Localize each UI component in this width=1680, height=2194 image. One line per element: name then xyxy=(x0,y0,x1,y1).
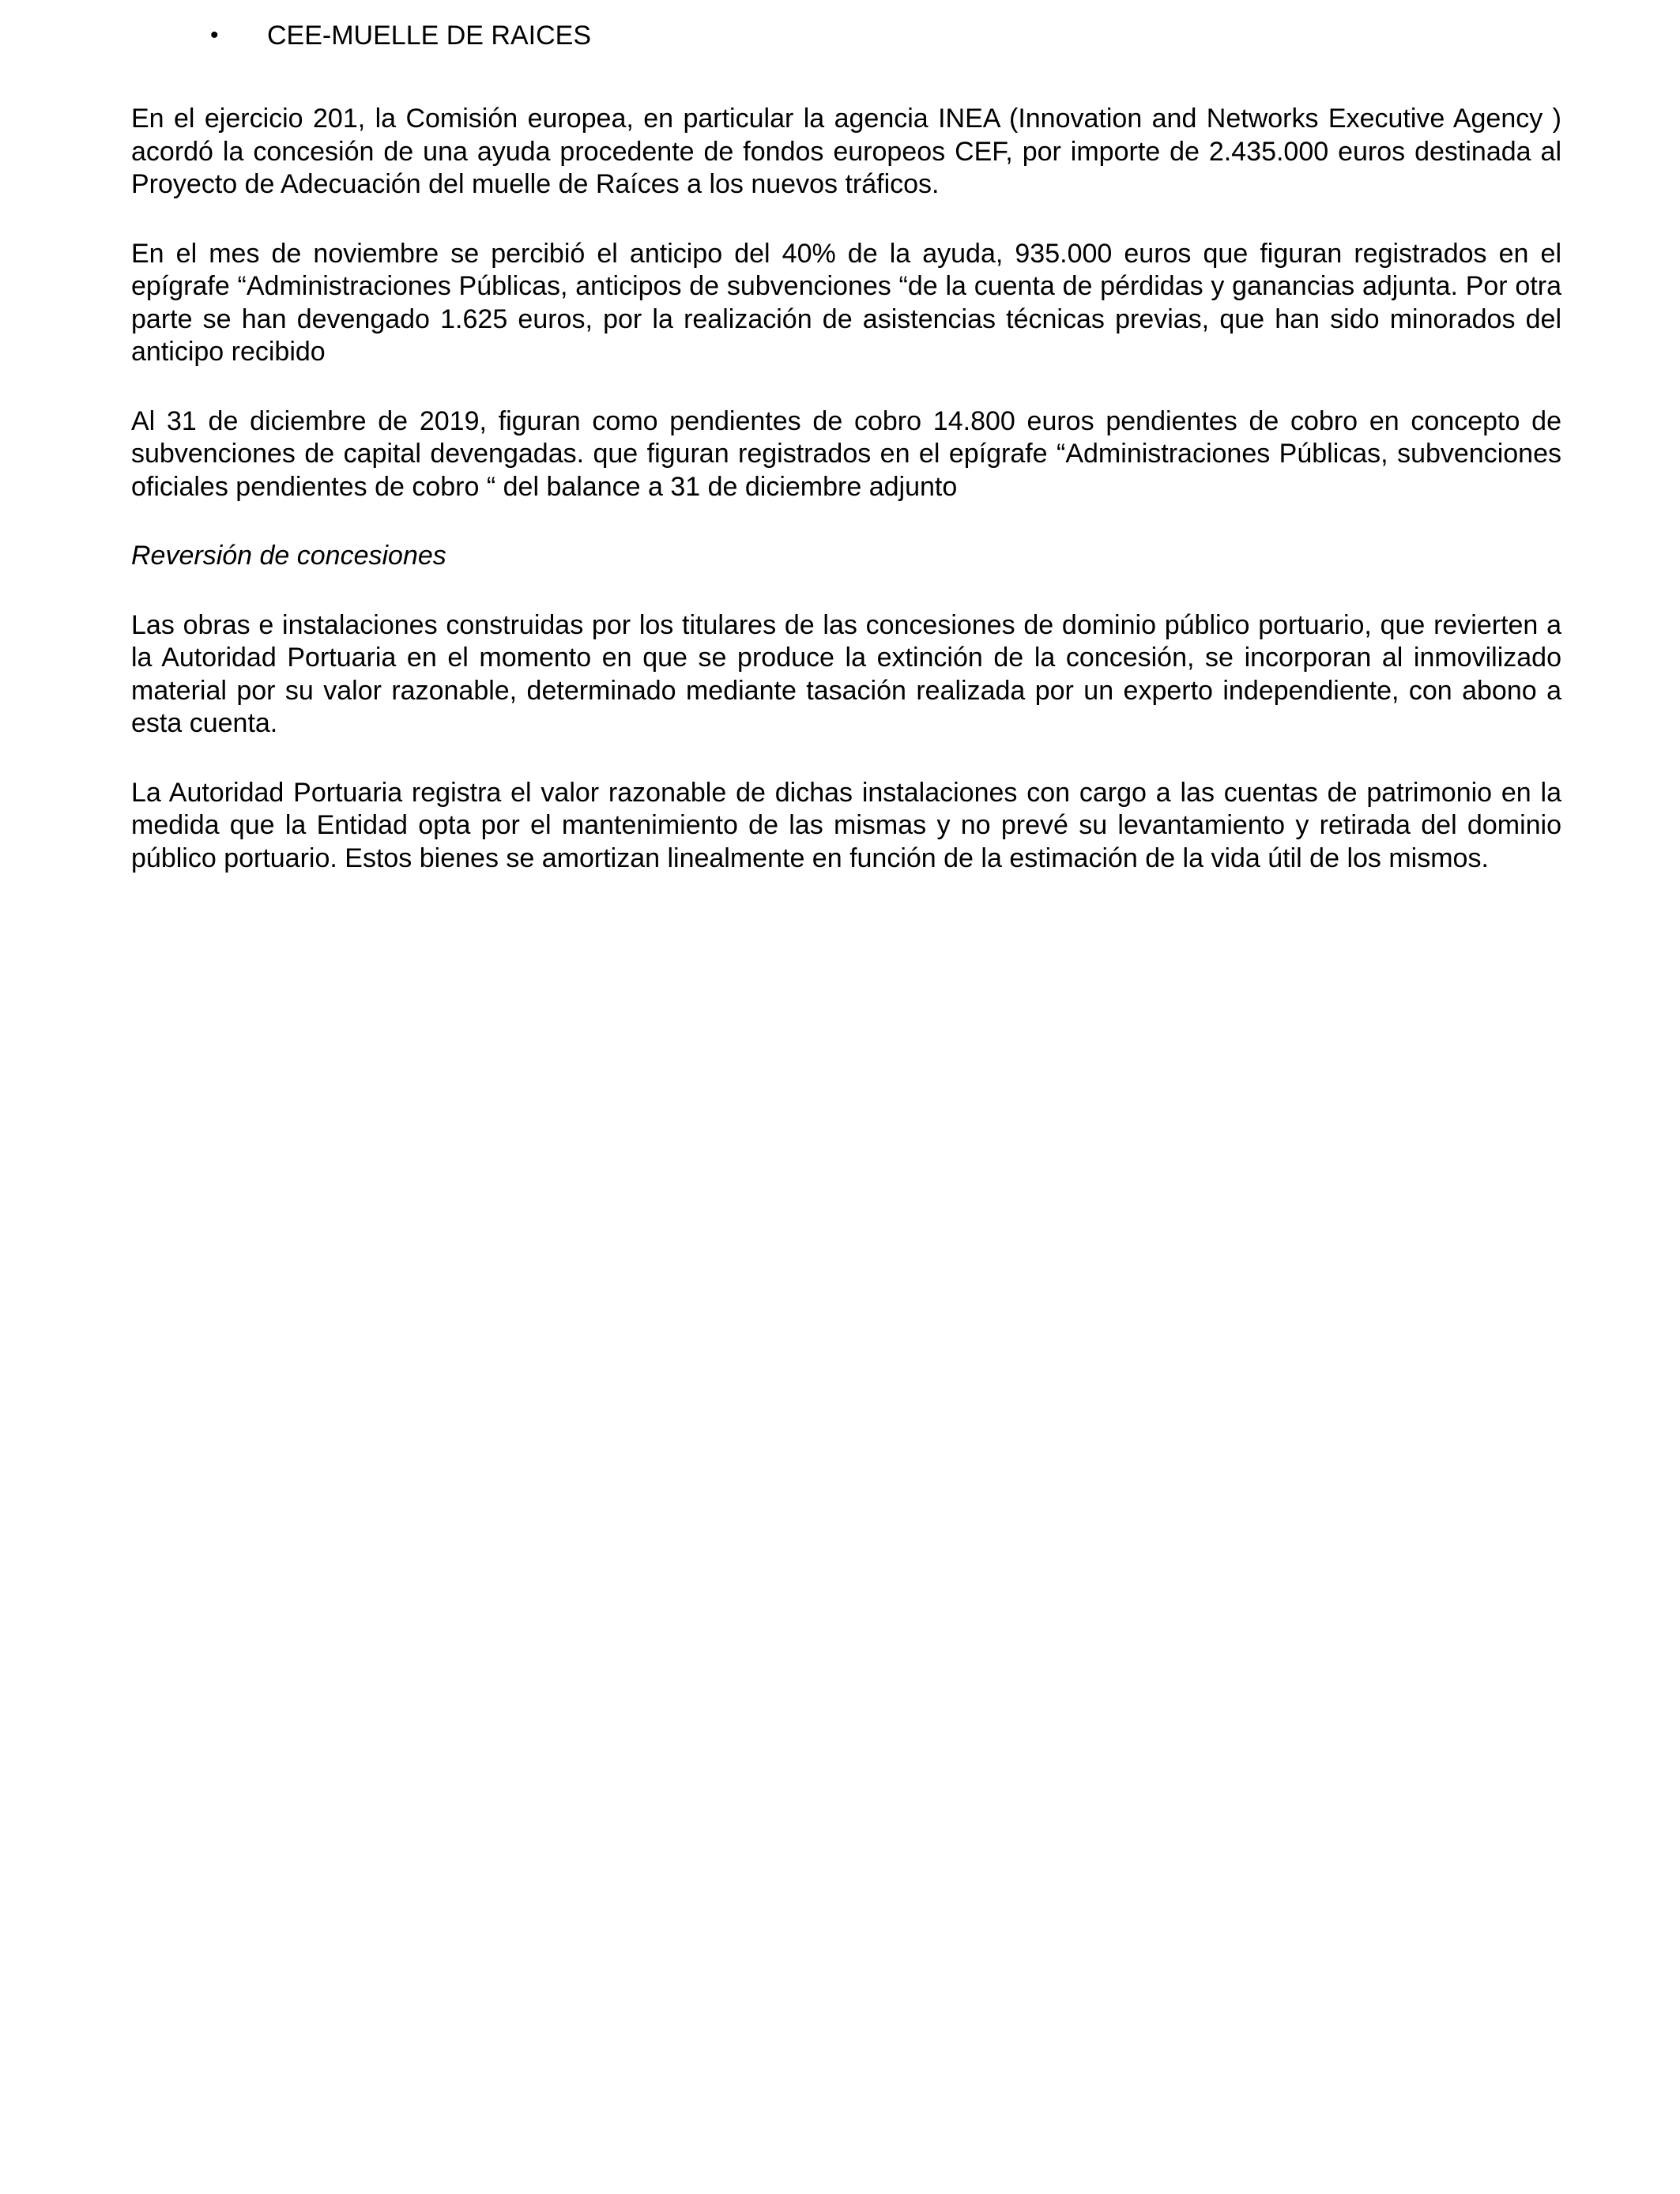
paragraph-inea-grant: En el ejercicio 201, la Comisión europea, en particular la agencia INEA (Innovation and Networks Executive Agency ) acordó la concesión de una ayuda procedente de fondos europeos CEF, por importe de 2.435.000 euros destinada al Proyecto de Adecuación del muelle de Raíces a los nuevos tráficos. xyxy=(131,104,1561,199)
bullet-dot-icon: • xyxy=(210,22,219,48)
document-body xyxy=(131,16,1561,875)
paragraph-reversion-works: Las obras e instalaciones construidas por los titulares de las concesiones de dominio público portuario, que revierten a la Autoridad Portuaria en el momento en que se produce la extinción de la concesión, se incorporan al inmovilizado material por su valor razonable, determinado mediante tasación realizada por un experto independiente, con abono a esta cuenta. xyxy=(131,609,1561,738)
section-subheading: Reversión de concesiones xyxy=(131,541,446,571)
paragraph-advance-payment: En el mes de noviembre se percibió el anticipo del 40% de la ayuda, 935.000 euros que figuran registrados en el epígrafe “Administraciones Públicas, anticipos de subvenciones “de la cuenta de pérdidas y ganancias adjunta. Por otra parte se han devengado 1.625 euros, por la realización de asistencias técnicas previas, que han sido minorados del anticipo recibido xyxy=(131,238,1561,367)
paragraph-pending-collection: Al 31 de diciembre de 2019, figuran como pendientes de cobro 14.800 euros pendientes de cobro en concepto de subvenciones de capital devengadas. que figuran registrados en el epígrafe “Administraciones Públicas, subvenciones oficiales pendientes de cobro “ del balance a 31 de diciembre adjunto xyxy=(131,405,1561,502)
bullet-item xyxy=(131,16,1561,55)
paragraph-fair-value: La Autoridad Portuaria registra el valor razonable de dichas instalaciones con cargo a las cuentas de patrimonio en la medida que la Entidad opta por el mantenimiento de las mismas y no prevé su levantamiento y retirada del dominio público portuario. Estos bienes se amortizan linealmente en función de la estimación de la vida útil de los mismos. xyxy=(131,777,1561,873)
bullet-item-text: CEE-MUELLE DE RAICES xyxy=(267,21,591,51)
